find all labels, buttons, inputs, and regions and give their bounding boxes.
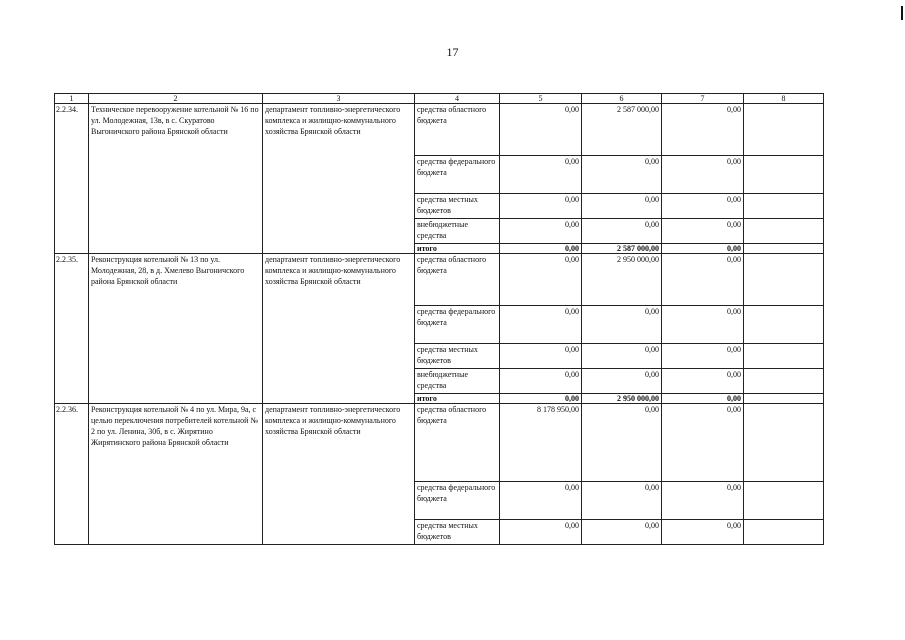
funding-source: средства федерального бюджета: [415, 306, 500, 344]
column-header: 8: [744, 94, 824, 104]
scan-edge-mark: [901, 6, 903, 20]
value-col8: [744, 104, 824, 156]
value-col5: 0,00: [500, 394, 582, 404]
value-col6: 2 950 000,00: [582, 254, 662, 306]
value-col7: 0,00: [662, 482, 744, 520]
column-number-row: [55, 94, 824, 104]
value-col6: 0,00: [582, 369, 662, 394]
value-col6: 0,00: [582, 404, 662, 482]
funding-source: средства областного бюджета: [415, 404, 500, 482]
value-col5: 0,00: [500, 369, 582, 394]
value-col5: 0,00: [500, 482, 582, 520]
funding-table: [54, 93, 824, 545]
project-code: 2.2.35.: [55, 254, 89, 404]
table-row: [55, 404, 824, 482]
funding-source: средства местных бюджетов: [415, 520, 500, 545]
table-row: [55, 254, 824, 306]
column-header: 1: [55, 94, 89, 104]
value-col6: 0,00: [582, 219, 662, 244]
value-col6: 2 950 000,00: [582, 394, 662, 404]
value-col5: 0,00: [500, 156, 582, 194]
column-header: 4: [415, 94, 500, 104]
funding-source: внебюджетные средства: [415, 369, 500, 394]
value-col8: [744, 520, 824, 545]
value-col7: 0,00: [662, 404, 744, 482]
value-col6: 0,00: [582, 194, 662, 219]
value-col8: [744, 482, 824, 520]
project-name: Реконструкция котельной № 4 по ул. Мира, 9а, с целью переключения потребителей котельной № 2 по ул. Ленина, 30б, в с. Жирятино Жирятинского района Брянской области: [89, 404, 263, 545]
responsible-agency: департамент топливно-энергетического комплекса и жилищно-коммунального хозяйства Брянской области: [263, 104, 415, 254]
project-code: 2.2.34.: [55, 104, 89, 254]
funding-source: итого: [415, 394, 500, 404]
responsible-agency: департамент топливно-энергетического комплекса и жилищно-коммунального хозяйства Брянской области: [263, 254, 415, 404]
value-col8: [744, 254, 824, 306]
value-col8: [744, 244, 824, 254]
value-col5: 0,00: [500, 194, 582, 219]
value-col6: 0,00: [582, 344, 662, 369]
value-col6: 0,00: [582, 156, 662, 194]
value-col5: 0,00: [500, 219, 582, 244]
value-col6: 2 587 000,00: [582, 244, 662, 254]
funding-source: средства местных бюджетов: [415, 344, 500, 369]
value-col8: [744, 344, 824, 369]
funding-source: средства федерального бюджета: [415, 156, 500, 194]
value-col7: 0,00: [662, 520, 744, 545]
value-col7: 0,00: [662, 254, 744, 306]
funding-source: средства местных бюджетов: [415, 194, 500, 219]
value-col6: 0,00: [582, 520, 662, 545]
responsible-agency: департамент топливно-энергетического комплекса и жилищно-коммунального хозяйства Брянской области: [263, 404, 415, 545]
project-name: Техническое перевооружение котельной № 16 по ул. Молодежная, 13в, в с. Скуратово Выгоничского района Брянской области: [89, 104, 263, 254]
value-col7: 0,00: [662, 306, 744, 344]
funding-source: средства федерального бюджета: [415, 482, 500, 520]
column-header: 6: [582, 94, 662, 104]
value-col8: [744, 394, 824, 404]
value-col6: 0,00: [582, 482, 662, 520]
column-header: 2: [89, 94, 263, 104]
funding-source: средства областного бюджета: [415, 104, 500, 156]
value-col8: [744, 404, 824, 482]
value-col8: [744, 194, 824, 219]
value-col6: 2 587 000,00: [582, 104, 662, 156]
value-col8: [744, 306, 824, 344]
page-number: 17: [446, 45, 459, 59]
value-col7: 0,00: [662, 104, 744, 156]
table-row: [55, 104, 824, 156]
value-col7: 0,00: [662, 344, 744, 369]
value-col8: [744, 369, 824, 394]
project-code: 2.2.36.: [55, 404, 89, 545]
value-col5: 0,00: [500, 306, 582, 344]
value-col7: 0,00: [662, 394, 744, 404]
value-col5: 0,00: [500, 344, 582, 369]
value-col7: 0,00: [662, 244, 744, 254]
value-col5: 0,00: [500, 520, 582, 545]
value-col6: 0,00: [582, 306, 662, 344]
value-col7: 0,00: [662, 156, 744, 194]
value-col8: [744, 156, 824, 194]
funding-source: средства областного бюджета: [415, 254, 500, 306]
value-col7: 0,00: [662, 194, 744, 219]
funding-source: внебюджетные средства: [415, 219, 500, 244]
value-col5: 0,00: [500, 244, 582, 254]
column-header: 3: [263, 94, 415, 104]
value-col7: 0,00: [662, 369, 744, 394]
column-header: 5: [500, 94, 582, 104]
column-header: 7: [662, 94, 744, 104]
value-col5: 0,00: [500, 254, 582, 306]
value-col5: 0,00: [500, 104, 582, 156]
project-name: Реконструкция котельной № 13 по ул. Молодежная, 28, в д. Хмелево Выгоничского района Брянской области: [89, 254, 263, 404]
funding-source: итого: [415, 244, 500, 254]
value-col5: 8 178 950,00: [500, 404, 582, 482]
value-col7: 0,00: [662, 219, 744, 244]
value-col8: [744, 219, 824, 244]
